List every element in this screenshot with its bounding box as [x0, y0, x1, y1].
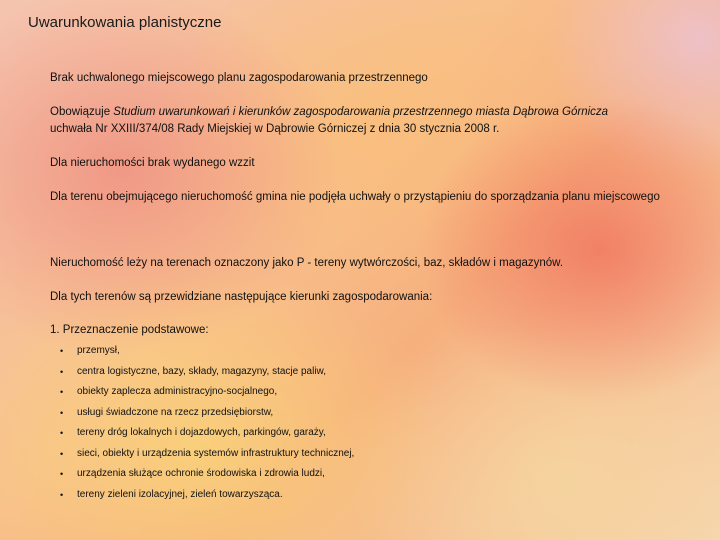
study-prefix: Obowiązuje	[50, 106, 114, 118]
paragraph-no-plan: Brak uchwalonego miejscowego planu zagospodarowania przestrzennego	[50, 72, 428, 84]
bullet-icon: •	[60, 366, 64, 377]
paragraph-zoning: Nieruchomość leży na terenach oznaczony jako P - tereny wytwórczości, baz, składów i magazynów.	[50, 257, 564, 269]
slide-title: Uwarunkowania planistyczne	[28, 14, 222, 31]
list-item: • usługi świadczone na rzecz przedsiębiorstw,	[58, 403, 354, 424]
paragraph-primary-purpose: 1. Przeznaczenie podstawowe:	[50, 324, 209, 336]
paragraph-directions: Dla tych terenów są przewidziane następujące kierunki zagospodarowania:	[50, 291, 433, 303]
bullet-icon: •	[60, 489, 64, 500]
paragraph-study	[50, 104, 690, 138]
list-item: • obiekty zaplecza administracyjno-socjalnego,	[58, 382, 354, 403]
bullet-icon: •	[60, 448, 64, 459]
bullet-icon: •	[60, 428, 64, 438]
list-item: • centra logistyczne, bazy, składy, magazyny, stacje paliw,	[58, 362, 354, 383]
list-item: • urządzenia służące ochronie środowiska i zdrowia ludzi,	[58, 464, 354, 485]
paragraph-no-resolution: Dla terenu obejmującego nieruchomość gmina nie podjęła uchwały o przystąpieniu do sporządzania planu miejscowego	[50, 191, 660, 203]
list-item: • tereny dróg lokalnych i dojazdowych, parkingów, garaży,	[58, 423, 354, 444]
list-item: • tereny zieleni izolacyjnej, zieleń towarzysząca.	[58, 485, 354, 506]
bullet-icon: •	[60, 407, 64, 418]
list-item: • przemysł,	[58, 341, 354, 362]
bullet-icon: •	[60, 469, 64, 479]
list-item: • sieci, obiekty i urządzenia systemów infrastruktury technicznej,	[58, 444, 354, 465]
bullet-icon: •	[60, 346, 64, 356]
study-title: Studium uwarunkowań i kierunków zagospodarowania przestrzennego miasta Dąbrowa Górnicza	[113, 106, 609, 118]
paragraph-no-decision: Dla nieruchomości brak wydanego wzzit	[50, 157, 255, 169]
primary-purpose-list	[58, 341, 354, 505]
bullet-icon: •	[60, 387, 64, 397]
study-resolution: uchwała Nr XXIII/374/08 Rady Miejskiej w Dąbrowie Górniczej z dnia 30 stycznia 2008 r.	[50, 123, 500, 135]
